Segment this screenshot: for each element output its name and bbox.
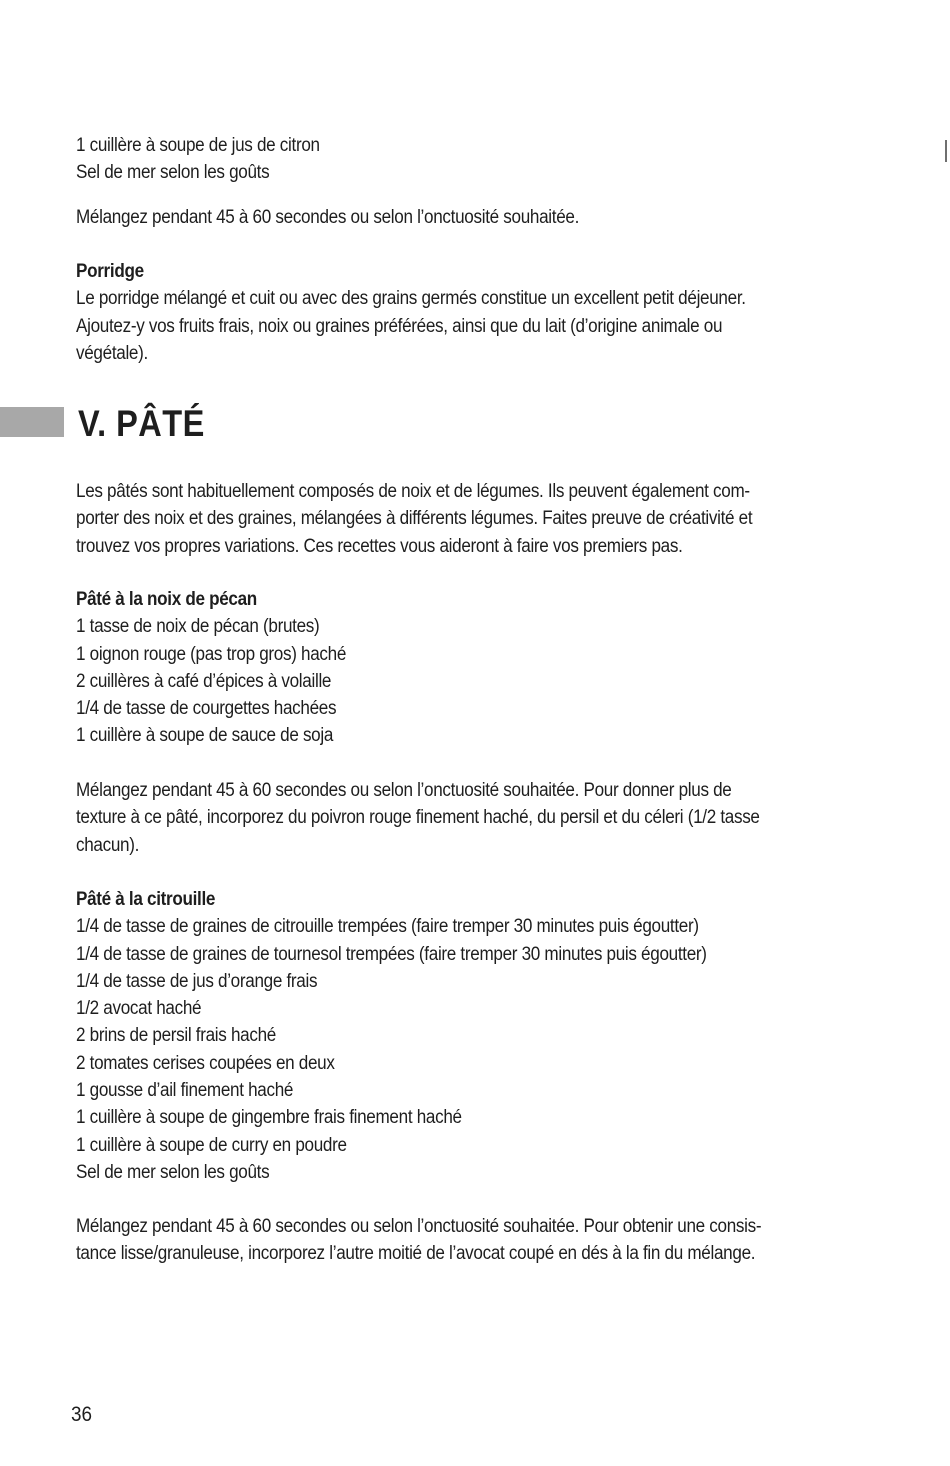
ingredient-line: 1/2 avocat haché [76,998,202,1020]
instruction-line: Mélangez pendant 45 à 60 secondes ou selon l’onctuosité souhaitée. Pour obtenir une consis- [76,1216,762,1237]
instruction-text: Mélangez pendant 45 à 60 secondes ou selon l’onctuosité souhaitée. [76,207,580,228]
ingredient-line: Sel de mer selon les goûts [76,1161,270,1183]
page-number: 36 [71,1403,93,1426]
top-instruction [76,204,787,231]
ingredient-line: 1 tasse de noix de pécan (brutes) [76,616,320,638]
ingredient-line: 1/4 de tasse de courgettes hachées [76,698,337,720]
page-edge-mark [945,140,947,162]
ingredient-line: 1/4 de tasse de graines de tournesol trempées (faire tremper 30 minutes puis égoutter) [76,943,707,965]
ingredient-line: 1/4 de tasse de graines de citrouille trempées (faire tremper 30 minutes puis égoutter) [76,916,699,938]
instruction-line: tance lisse/granuleuse, incorporez l’autre moitié de l’avocat coupé en dés à la fin du mélange. [76,1243,756,1265]
porridge-text-line: Ajoutez-y vos fruits frais, noix ou graines préférées, ainsi que du lait (d’origine animale ou [76,315,723,337]
instruction-line: Mélangez pendant 45 à 60 secondes ou selon l’onctuosité souhaitée. Pour donner plus de [76,780,732,801]
recipe-heading: Pâté à la noix de pécan [76,589,257,610]
ingredient-line: 1 oignon rouge (pas trop gros) haché [76,643,347,665]
intro-line: porter des noix et des graines, mélangées à différents légumes. Faites preuve de créativité et [76,508,753,530]
porridge-text-line: Le porridge mélangé et cuit ou avec des grains germés constitue un excellent petit déjeuner. [76,288,746,310]
recipe-pumpkin-instructions [76,1213,787,1268]
ingredient-line: 2 brins de persil frais haché [76,1025,276,1047]
ingredient-line: 1 gousse d’ail finement haché [76,1080,294,1102]
recipe-heading: Pâté à la citrouille [76,889,216,910]
top-ingredients [76,132,787,187]
recipe-pumpkin [76,886,787,1186]
porridge-heading: Porridge [76,261,144,282]
porridge-text-line: végétale). [76,342,148,364]
recipe-pecan-instructions [76,777,787,859]
recipe-pecan [76,586,787,750]
section-intro [76,478,787,560]
ingredient-line: 1/4 de tasse de jus d’orange frais [76,970,318,992]
ingredient-line: 1 cuillère à soupe de gingembre frais finement haché [76,1107,462,1129]
instruction-line: chacun). [76,834,140,856]
intro-line: trouvez vos propres variations. Ces recettes vous aideront à faire vos premiers pas. [76,535,683,557]
ingredient-line: 1 cuillère à soupe de sauce de soja [76,725,334,747]
instruction-line: texture à ce pâté, incorporez du poivron rouge finement haché, du persil et du céleri (1/2 tasse [76,807,760,829]
intro-line: Les pâtés sont habituellement composés de noix et de légumes. Ils peuvent également com- [76,481,750,502]
ingredient-line: 1 cuillère à soupe de jus de citron [76,135,320,156]
section-marker-bar [0,407,64,437]
ingredient-line: 2 tomates cerises coupées en deux [76,1052,335,1074]
ingredient-line: 1 cuillère à soupe de curry en poudre [76,1134,347,1156]
ingredient-line: Sel de mer selon les goûts [76,162,270,184]
section-title: V. PÂTÉ [78,403,205,444]
ingredient-line: 2 cuillères à café d’épices à volaille [76,670,332,692]
porridge-section [76,258,787,367]
